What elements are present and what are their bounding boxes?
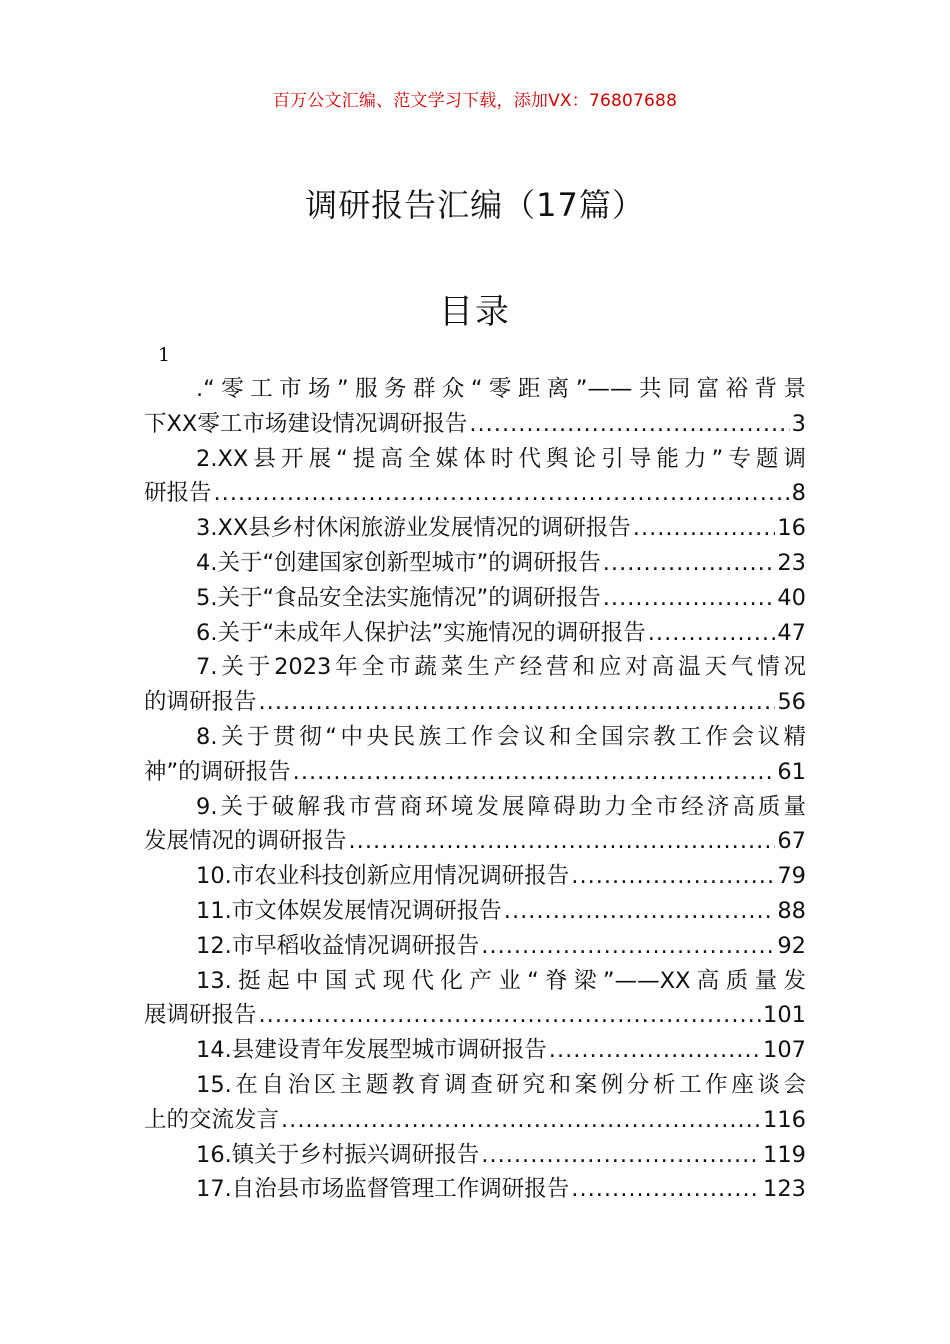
toc-entry[interactable] — [144, 1068, 806, 1138]
page-number-marker: 1 — [158, 344, 171, 366]
toc-page-number: 3 — [791, 410, 806, 437]
toc-page-number: 92 — [777, 932, 806, 959]
toc-page-number: 88 — [777, 897, 806, 924]
toc-entry-text: 4.关于“创建国家创新型城市”的调研报告 — [196, 549, 601, 576]
toc-entry-last-line — [144, 998, 806, 1033]
toc-entry[interactable] — [144, 790, 806, 860]
toc-entry-text: 13.挺起中国式现代化产业“脊梁”——XX高质量发 — [196, 967, 806, 994]
toc-page-number: 119 — [763, 1141, 806, 1168]
toc-entry[interactable] — [144, 1172, 806, 1207]
watermark-banner: 百万公文汇编、范文学习下载，添加VX：76807688 — [272, 91, 678, 111]
toc-entry[interactable] — [144, 581, 806, 616]
toc-entry-last-line — [144, 1138, 806, 1173]
dot-leader — [349, 824, 776, 859]
toc-entry[interactable] — [144, 859, 806, 894]
toc-entry-last-line — [144, 755, 806, 790]
toc-entry-text: 的调研报告 — [144, 689, 257, 716]
toc-entry-text: 17.自治县市场监督管理工作调研报告 — [196, 1176, 570, 1203]
toc-entry-text: 展调研报告 — [144, 1002, 257, 1029]
toc-entry[interactable] — [144, 546, 806, 581]
toc-entry-text: 12.市早稻收益情况调研报告 — [196, 932, 480, 959]
toc-entry[interactable] — [144, 894, 806, 929]
toc-entry-text: 11.市文体娱发展情况调研报告 — [196, 897, 502, 924]
toc-entry-text: 上的交流发言 — [144, 1106, 280, 1133]
dot-leader — [281, 1103, 761, 1138]
toc-entry-last-line — [144, 859, 806, 894]
toc-page-number: 123 — [763, 1176, 806, 1203]
table-of-contents — [144, 372, 806, 1207]
toc-entry-text: 7.关于2023年全市蔬菜生产经营和应对高温天气情况 — [196, 654, 806, 681]
toc-entry-last-line — [144, 511, 806, 546]
toc-entry[interactable] — [144, 1138, 806, 1173]
toc-page-number: 61 — [777, 758, 806, 785]
dot-leader — [571, 1172, 761, 1207]
dot-leader — [469, 407, 789, 442]
dot-leader — [481, 929, 775, 964]
toc-entry-text: 8.关于贯彻“中央民族工作会议和全国宗教工作会议精 — [196, 723, 806, 750]
toc-entry[interactable] — [144, 929, 806, 964]
toc-page-number: 40 — [777, 584, 806, 611]
dot-leader — [603, 546, 776, 581]
toc-page-number: 67 — [777, 828, 806, 855]
toc-entry-last-line — [144, 581, 806, 616]
toc-page-number: 107 — [763, 1037, 806, 1064]
toc-entry-text: .“零工市场”服务群众“零距离”——共同富裕背景 — [196, 376, 806, 402]
toc-entry-text: 5.关于“食品安全法实施情况”的调研报告 — [196, 584, 601, 611]
dot-leader — [504, 894, 776, 929]
toc-entry-last-line — [144, 685, 806, 720]
dot-leader — [571, 859, 775, 894]
toc-entry-last-line — [144, 616, 806, 651]
toc-entry-last-line — [144, 929, 806, 964]
toc-entry-last-line — [144, 1033, 806, 1068]
toc-entry-last-line — [144, 824, 806, 859]
dot-leader — [214, 476, 790, 511]
toc-entry-text: 9.关于破解我市营商环境发展障碍助力全市经济高质量 — [196, 793, 806, 820]
toc-page-number: 101 — [763, 1002, 806, 1029]
toc-entry-last-line — [144, 894, 806, 929]
toc-entry-text: 14.县建设青年发展型城市调研报告 — [196, 1037, 547, 1064]
toc-entry-text: 10.市农业科技创新应用情况调研报告 — [196, 863, 570, 890]
toc-entry-last-line — [144, 1103, 806, 1138]
dot-leader — [648, 616, 776, 651]
toc-entry-text: 2.XX县开展“提高全媒体时代舆论引导能力”专题调 — [196, 445, 806, 472]
toc-page-number: 116 — [763, 1106, 806, 1133]
dot-leader — [549, 1033, 761, 1068]
toc-entry[interactable] — [144, 372, 806, 442]
toc-page-number: 23 — [777, 549, 806, 576]
toc-entry-last-line — [144, 407, 806, 442]
toc-entry-last-line — [144, 476, 806, 511]
toc-entry[interactable] — [144, 1033, 806, 1068]
toc-entry-text: 神”的调研报告 — [144, 758, 291, 785]
toc-entry-text: 发展情况的调研报告 — [144, 828, 347, 855]
toc-page-number: 47 — [777, 619, 806, 646]
toc-page-number: 8 — [791, 480, 806, 507]
dot-leader — [293, 755, 776, 790]
toc-entry[interactable] — [144, 511, 806, 546]
toc-entry-text: 15.在自治区主题教育调查研究和案例分析工作座谈会 — [196, 1071, 806, 1098]
toc-page-number: 16 — [777, 515, 806, 542]
toc-entry-last-line — [144, 546, 806, 581]
dot-leader — [603, 581, 776, 616]
toc-entry[interactable] — [144, 720, 806, 790]
toc-entry-text: 6.关于“未成年人保护法”实施情况的调研报告 — [196, 619, 646, 646]
toc-entry[interactable] — [144, 964, 806, 1034]
toc-page-number: 79 — [777, 863, 806, 890]
dot-leader — [633, 511, 776, 546]
dot-leader — [259, 685, 776, 720]
toc-heading: 目录 — [439, 292, 511, 332]
toc-entry-text: 研报告 — [144, 480, 212, 507]
document-title: 调研报告汇编（17篇） — [305, 186, 645, 224]
toc-entry[interactable] — [144, 442, 806, 512]
toc-entry[interactable] — [144, 650, 806, 720]
toc-entry-last-line — [144, 1172, 806, 1207]
toc-page-number: 56 — [777, 689, 806, 716]
toc-entry-text: 下XX零工市场建设情况调研报告 — [144, 410, 468, 437]
toc-entry-text: 3.XX县乡村休闲旅游业发展情况的调研报告 — [196, 515, 631, 542]
toc-entry[interactable] — [144, 616, 806, 651]
dot-leader — [259, 998, 762, 1033]
toc-entry-text: 16.镇关于乡村振兴调研报告 — [196, 1141, 480, 1168]
dot-leader — [481, 1138, 761, 1173]
